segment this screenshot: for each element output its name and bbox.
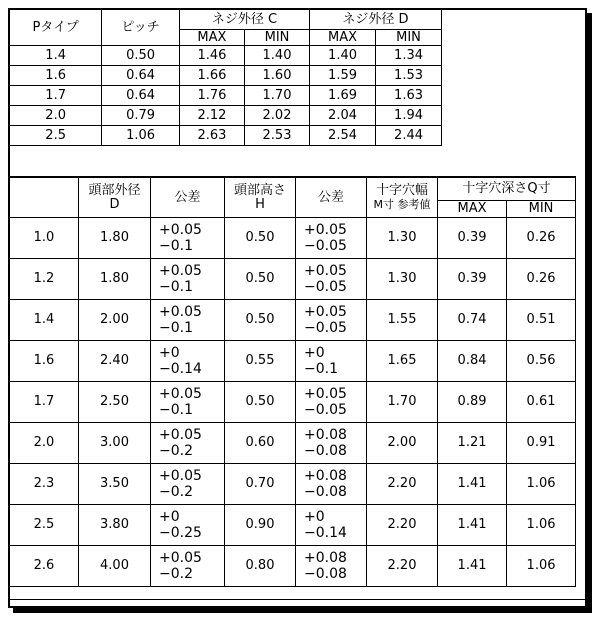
thread-spec-table	[10, 10, 442, 146]
table-cell: 0.50	[225, 382, 296, 423]
head-dia-line1: 頭部外径	[88, 182, 141, 198]
table-cell	[151, 546, 225, 587]
table-row	[10, 106, 442, 126]
table-cell: 3.50	[79, 464, 151, 505]
table-cell: 2.20	[367, 546, 438, 587]
table-cell: 1.2	[10, 259, 79, 300]
tolerance-plus: +0.05	[159, 386, 202, 402]
document-frame	[8, 8, 587, 608]
header-pitch: ピッチ	[102, 10, 180, 46]
tolerance-minus: −0.1	[159, 279, 193, 295]
table-cell: 0.74	[438, 300, 507, 341]
table-cell: 1.06	[507, 464, 576, 505]
table-cell: 2.0	[10, 106, 102, 126]
bottom-rule	[10, 599, 585, 600]
table-cell: 1.06	[507, 505, 576, 546]
table-cell: 1.40	[245, 46, 310, 66]
table-cell	[151, 259, 225, 300]
table-cell: 0.60	[225, 423, 296, 464]
table-cell: 0.39	[438, 218, 507, 259]
table-cell: 0.56	[507, 341, 576, 382]
table-cell: 0.50	[102, 46, 180, 66]
table-cell: 1.80	[79, 259, 151, 300]
table-row	[10, 46, 442, 66]
table-cell: 0.64	[102, 66, 180, 86]
table-cell: 0.90	[225, 505, 296, 546]
tolerance-plus: +0.05	[159, 468, 202, 484]
table-cell: 1.66	[179, 66, 244, 86]
table-cell: 1.70	[367, 382, 438, 423]
table-cell	[151, 382, 225, 423]
table-cell	[151, 423, 225, 464]
tolerance-plus: +0.05	[159, 550, 202, 566]
table-cell: 1.06	[507, 546, 576, 587]
table-row	[10, 546, 576, 587]
tolerance-minus: −0.05	[304, 320, 347, 336]
table-row	[10, 505, 576, 546]
table-cell	[151, 464, 225, 505]
table-cell: 0.91	[507, 423, 576, 464]
tolerance-plus: +0.08	[304, 468, 347, 484]
table-cell: 1.7	[10, 382, 79, 423]
table-cell: 2.6	[10, 546, 79, 587]
tolerance-plus: +0.05	[304, 386, 347, 402]
tolerance-plus: +0.08	[304, 550, 347, 566]
table-cell: 1.41	[438, 505, 507, 546]
tolerance-plus: +0.05	[304, 263, 347, 279]
table-cell	[151, 300, 225, 341]
table-cell: 2.50	[79, 382, 151, 423]
table-row	[10, 126, 442, 146]
table-cell: 2.02	[245, 106, 310, 126]
table-row	[10, 341, 576, 382]
table-cell: 0.89	[438, 382, 507, 423]
table-cell	[296, 259, 367, 300]
thread-spec-body	[10, 46, 442, 146]
table-cell: 1.21	[438, 423, 507, 464]
tolerance-minus: −0.1	[159, 320, 193, 336]
table-cell	[296, 464, 367, 505]
head-dia-line2: D	[109, 196, 120, 212]
table-row	[10, 423, 576, 464]
header-head-diameter	[79, 177, 151, 218]
header-cross-depth: 十字穴深さQ寸	[438, 177, 576, 201]
table-cell	[151, 341, 225, 382]
table-row	[10, 66, 442, 86]
table-cell: 2.12	[179, 106, 244, 126]
table-cell: 0.26	[507, 259, 576, 300]
table-cell: 1.30	[367, 218, 438, 259]
table-cell: 1.70	[245, 86, 310, 106]
table-cell: 1.4	[10, 300, 79, 341]
tolerance-plus: +0.05	[159, 427, 202, 443]
table-cell: 2.40	[79, 341, 151, 382]
table-row	[10, 259, 576, 300]
tolerance-minus: −0.14	[304, 525, 347, 541]
table-cell: 1.69	[310, 86, 376, 106]
tolerance-minus: −0.1	[159, 402, 193, 418]
tolerance-plus: +0	[159, 345, 180, 361]
header-c-max: MAX	[179, 30, 244, 46]
header-q-min: MIN	[507, 201, 576, 218]
table-cell	[296, 341, 367, 382]
header-neji-c: ネジ外径 C	[179, 10, 309, 30]
tolerance-minus: −0.1	[159, 238, 193, 254]
table-cell: 2.20	[367, 505, 438, 546]
header-head-height	[225, 177, 296, 218]
header-c-min: MIN	[245, 30, 310, 46]
table-cell: 1.4	[10, 46, 102, 66]
header-tolerance-d: 公差	[151, 177, 225, 218]
table-cell: 1.6	[10, 66, 102, 86]
table-cell: 2.00	[79, 300, 151, 341]
tolerance-minus: −0.08	[304, 566, 347, 582]
table-row	[10, 218, 576, 259]
table-cell: 2.00	[367, 423, 438, 464]
table-cell: 1.46	[179, 46, 244, 66]
table-cell: 1.41	[438, 546, 507, 587]
table-cell: 1.30	[367, 259, 438, 300]
table-cell	[296, 382, 367, 423]
table-cell: 0.64	[102, 86, 180, 106]
tolerance-minus: −0.08	[304, 484, 347, 500]
table-cell: 2.0	[10, 423, 79, 464]
table-row	[10, 86, 442, 106]
header-neji-d: ネジ外径 D	[310, 10, 442, 30]
table-cell: 2.44	[376, 126, 442, 146]
table-row	[10, 464, 576, 505]
table-cell: 0.61	[507, 382, 576, 423]
table-cell	[296, 300, 367, 341]
tolerance-minus: −0.2	[159, 443, 193, 459]
table-cell: 1.60	[245, 66, 310, 86]
table-cell: 0.50	[225, 300, 296, 341]
tolerance-minus: −0.1	[304, 361, 338, 377]
table-cell: 2.63	[179, 126, 244, 146]
tolerance-plus: +0.05	[304, 304, 347, 320]
head-spec-table	[10, 176, 576, 587]
tolerance-plus: +0.05	[304, 222, 347, 238]
table-cell: 1.63	[376, 86, 442, 106]
head-height-line1: 頭部高さ	[233, 182, 286, 198]
tolerance-minus: −0.08	[304, 443, 347, 459]
table-cell	[296, 218, 367, 259]
table-cell	[296, 546, 367, 587]
table-row	[10, 382, 576, 423]
table-cell: 0.26	[507, 218, 576, 259]
tolerance-plus: +0.05	[159, 222, 202, 238]
table-cell: 0.84	[438, 341, 507, 382]
table-cell: 2.20	[367, 464, 438, 505]
table-row	[10, 300, 576, 341]
tolerance-plus: +0.05	[159, 304, 202, 320]
header-tolerance-h: 公差	[296, 177, 367, 218]
header-size-blank	[10, 177, 79, 218]
table-cell: 1.76	[179, 86, 244, 106]
table-cell: 2.5	[10, 505, 79, 546]
table-cell	[296, 423, 367, 464]
table-cell: 2.5	[10, 126, 102, 146]
table-cell: 1.6	[10, 341, 79, 382]
table-cell: 0.70	[225, 464, 296, 505]
table-cell: 0.80	[225, 546, 296, 587]
table-cell: 1.80	[79, 218, 151, 259]
table-cell: 2.53	[245, 126, 310, 146]
head-height-line2: H	[255, 196, 265, 212]
table-cell: 1.59	[310, 66, 376, 86]
table-cell: 0.55	[225, 341, 296, 382]
tolerance-plus: +0	[159, 509, 180, 525]
tolerance-plus: +0.05	[159, 263, 202, 279]
cross-width-line2: M寸 参考値	[373, 197, 431, 211]
table-cell: 2.04	[310, 106, 376, 126]
tolerance-plus: +0	[304, 509, 325, 525]
table-cell: 1.06	[102, 126, 180, 146]
table-cell: 2.3	[10, 464, 79, 505]
tolerance-minus: −0.05	[304, 402, 347, 418]
table-cell: 2.54	[310, 126, 376, 146]
table-cell: 1.65	[367, 341, 438, 382]
header-q-max: MAX	[438, 201, 507, 218]
table-cell: 0.50	[225, 218, 296, 259]
tolerance-minus: −0.2	[159, 484, 193, 500]
table-cell: 1.53	[376, 66, 442, 86]
table-cell: 0.79	[102, 106, 180, 126]
table-cell: 0.39	[438, 259, 507, 300]
tolerance-minus: −0.25	[159, 525, 202, 541]
table-cell: 3.80	[79, 505, 151, 546]
header-ptype: Pタイプ	[10, 10, 102, 46]
table-cell: 1.34	[376, 46, 442, 66]
header-d-min: MIN	[376, 30, 442, 46]
table-cell: 4.00	[79, 546, 151, 587]
table-cell: 0.50	[225, 259, 296, 300]
table-cell: 0.51	[507, 300, 576, 341]
table-cell: 1.55	[367, 300, 438, 341]
table-cell: 1.40	[310, 46, 376, 66]
table-cell: 3.00	[79, 423, 151, 464]
tolerance-minus: −0.05	[304, 238, 347, 254]
table-cell: 1.41	[438, 464, 507, 505]
header-d-max: MAX	[310, 30, 376, 46]
table-cell: 1.7	[10, 86, 102, 106]
tolerance-minus: −0.2	[159, 566, 193, 582]
header-cross-width	[367, 177, 438, 218]
tolerance-minus: −0.14	[159, 361, 202, 377]
table-cell: 1.94	[376, 106, 442, 126]
tolerance-minus: −0.05	[304, 279, 347, 295]
table-cell	[151, 505, 225, 546]
cross-width-line1: 十字穴幅	[375, 182, 428, 198]
table-cell: 1.0	[10, 218, 79, 259]
tolerance-plus: +0	[304, 345, 325, 361]
table-cell	[151, 218, 225, 259]
head-spec-body	[10, 218, 576, 587]
tolerance-plus: +0.08	[304, 427, 347, 443]
table-cell	[296, 505, 367, 546]
